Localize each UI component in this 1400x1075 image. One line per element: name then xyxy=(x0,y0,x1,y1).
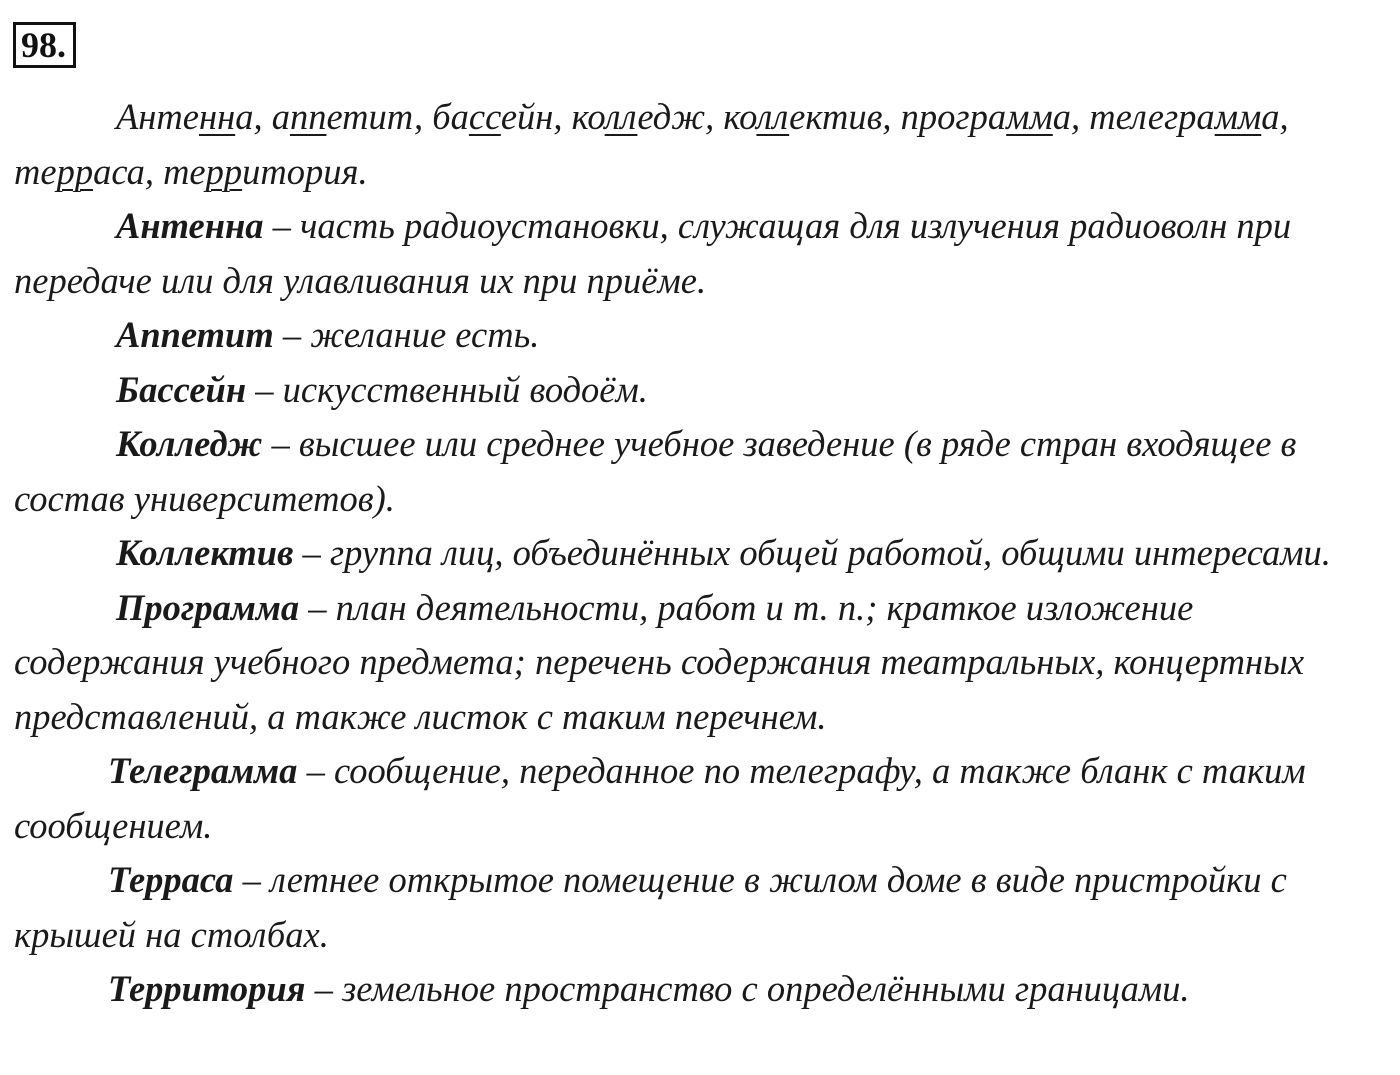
definition-telegram xyxy=(14,744,1390,853)
definition-term: Терраса xyxy=(108,859,234,900)
definition-term: Телеграмма xyxy=(108,750,298,791)
double-letter-mark: лл xyxy=(756,96,790,137)
definition-dash: – xyxy=(297,750,334,791)
definition-appetite xyxy=(14,308,1390,363)
definition-term: Бассейн xyxy=(116,368,247,410)
double-letter-mark: рр xyxy=(56,150,94,192)
word-list-item: Антенна, xyxy=(116,96,272,137)
word-list-item: терраса, xyxy=(14,150,164,192)
definition-text: искусственный водоём. xyxy=(282,368,648,410)
definition-text: часть радиоустановки, служащая для излучения радиоволн при передаче или для улавливания их при приёме. xyxy=(14,205,1292,301)
word-list-item: телеграмма, xyxy=(1089,96,1289,137)
word-list-item: территория. xyxy=(163,150,368,192)
word-list-item: коллектив, xyxy=(723,96,901,137)
definition-program xyxy=(14,581,1390,745)
definition-text: высшее или среднее учебное заведение (в ряде стран входящее в состав университетов). xyxy=(14,423,1297,519)
double-letter-mark: сс xyxy=(468,96,501,137)
definition-dash: – xyxy=(305,968,342,1009)
definition-term: Колледж xyxy=(116,423,263,464)
double-letter-mark: мм xyxy=(1006,96,1053,137)
double-letter-mark: мм xyxy=(1214,96,1262,137)
definition-terrace xyxy=(14,853,1390,962)
document-body xyxy=(14,90,1390,1017)
word-list xyxy=(14,90,1390,199)
definition-antenna xyxy=(14,199,1390,308)
word-list-item: колледж, xyxy=(571,96,724,137)
definition-term: Антенна xyxy=(116,205,264,246)
definition-term: Коллектив xyxy=(116,532,294,573)
definition-dash: – xyxy=(263,205,300,246)
exercise-number: 98. xyxy=(13,22,76,68)
definition-pool xyxy=(14,363,1390,418)
definition-text: летнее открытое помещение в жилом доме в виде пристройки с крышей на столбах. xyxy=(14,859,1287,955)
definition-text: план деятельности, работ и т. п.; краткое изложение содержания учебного предмета; перечень содержания театральных, концертных представлений, а также листок с таким перечнем. xyxy=(14,586,1305,737)
definition-dash: – xyxy=(293,532,330,573)
double-letter-mark: пп xyxy=(289,96,327,137)
definition-college xyxy=(14,417,1390,526)
definition-term: Аппетит xyxy=(116,314,274,355)
definition-dash: – xyxy=(273,314,311,355)
word-list-item: аппетит, xyxy=(271,96,433,137)
definition-dash: – xyxy=(246,368,283,410)
definition-text: группа лиц, объединённых общей работой, общими интересами. xyxy=(329,532,1331,573)
definition-collective xyxy=(14,526,1390,581)
word-list-item: бассейн, xyxy=(432,96,572,137)
definition-territory xyxy=(14,962,1390,1017)
definition-text: сообщение, переданное по телеграфу, а также бланк с таким сообщением. xyxy=(14,750,1306,846)
definition-dash: – xyxy=(299,586,336,628)
double-letter-mark: нн xyxy=(198,96,236,137)
double-letter-mark: лл xyxy=(604,96,638,137)
definition-text: земельное пространство с определёнными границами. xyxy=(342,968,1190,1009)
word-list-item: программа, xyxy=(900,96,1090,137)
definition-term: Программа xyxy=(116,586,300,628)
definition-dash: – xyxy=(233,859,270,900)
definition-term: Территория xyxy=(108,968,306,1009)
definition-dash: – xyxy=(262,423,299,464)
double-letter-mark: рр xyxy=(205,150,243,192)
definition-text: желание есть. xyxy=(310,314,540,355)
